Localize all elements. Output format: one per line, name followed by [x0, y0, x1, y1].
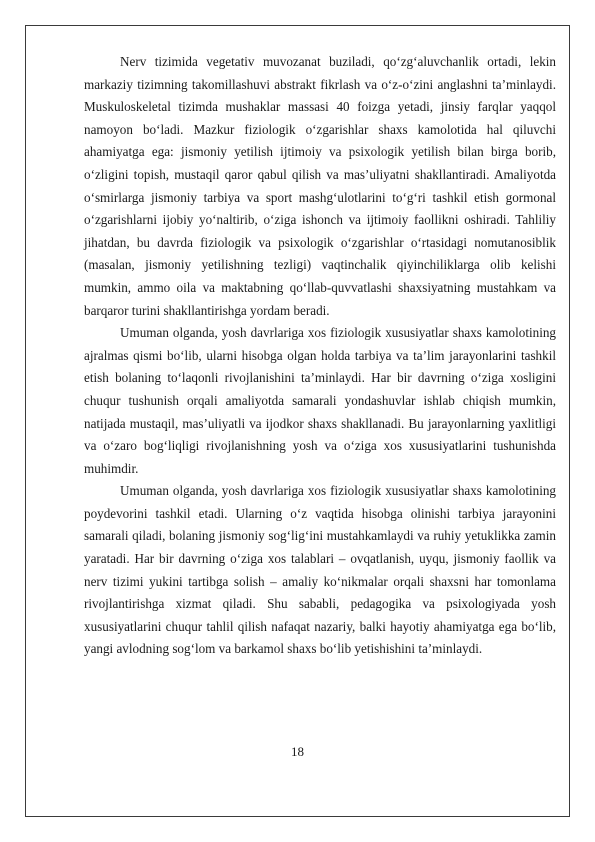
paragraph-1: Nerv tizimida vegetativ muvozanat buziladi, qo‘zg‘aluvchanlik ortadi, lekin markaziy tizimning takomillashuvi abstrakt fikrlash va o‘z-o‘zini anglashni ta’minlaydi. Muskuloskeletal tizimda mushaklar massasi 40 foizga yetadi, jinsiy farqlar yaqqol namoyon bo‘ladi. Mazkur fiziologik o‘zgarishlar shaxs kamolotida hal qiluvchi ahamiyatga ega: jismoniy yetilish ijtimoiy va psixologik yetilish bilan birga borib, o‘zligini topish, mustaqil qaror qabul qilish va mas’uliyatni shakllantiradi. Amaliyotda o‘smirlarga jismoniy tarbiya va sport mashg‘ulotlarini to‘g‘ri tashkil etish gormonal o‘zgarishlarni ijobiy yo‘naltirib, o‘ziga ishonch va ijtimoiy faollikni oshiradi. Tahliliy jihatdan, bu davrda fiziologik va psixologik o‘zgarishlar o‘rtasidagi nomutanosiblik (masalan, jismoniy yetilishning tezligi) vaqtinchalik qiyinchiliklarga olib kelishi mumkin, ammo oila va maktabning qo‘llab-quvvatlashi shaxsiyatning mustahkam va barqaror turini shakllantirishga yordam beradi. [84, 54, 556, 318]
paragraph-2: Umuman olganda, yosh davrlariga xos fiziologik xususiyatlar shaxs kamolotining ajralmas qismi bo‘lib, ularni hisobga olgan holda tarbiya va ta’lim jarayonlarini tashkil etish bolaning to‘laqonli rivojlanishini ta’minlaydi. Har bir davrning o‘ziga xosligini chuqur tushunish orqali amaliyotda samarali yondashuvlar ishlab chiqish mumkin, natijada mustaqil, mas’uliyatli va ijodkor shaxs shakllanadi. Bu jarayonlarning yaxlitligi va o‘zaro bog‘liqligi rivojlanishning yosh va o‘ziga xos xususiyatlarini tushunishda muhimdir. [84, 325, 556, 476]
page-number: 18 [291, 744, 304, 759]
body-text [84, 51, 556, 661]
paragraph-3: Umuman olganda, yosh davrlariga xos fiziologik xususiyatlar shaxs kamolotining poydevorini tashkil etadi. Ularning o‘z vaqtida hisobga olinishi tarbiya jarayonini samarali qiladi, bolaning jismoniy sog‘lig‘ini mustahkamlaydi va ruhiy yetuklikka zamin yaratadi. Har bir davrning o‘ziga xos talablari – ovqatlanish, uyqu, jismoniy faollik va nerv tizimi yukini tartibga solish – amaliy ko‘nikmalar orqali shaxsni har tomonlama rivojlantirishga xizmat qiladi. Shu sababli, pedagogika va psixologiyada yosh xususiyatlarini chuqur tahlil qilish nafaqat nazariy, balki hayotiy ahamiyatga ega bo‘lib, yangi avlodning sog‘lom va barkamol shaxs bo‘lib yetishishini ta’minlaydi. [84, 483, 556, 657]
